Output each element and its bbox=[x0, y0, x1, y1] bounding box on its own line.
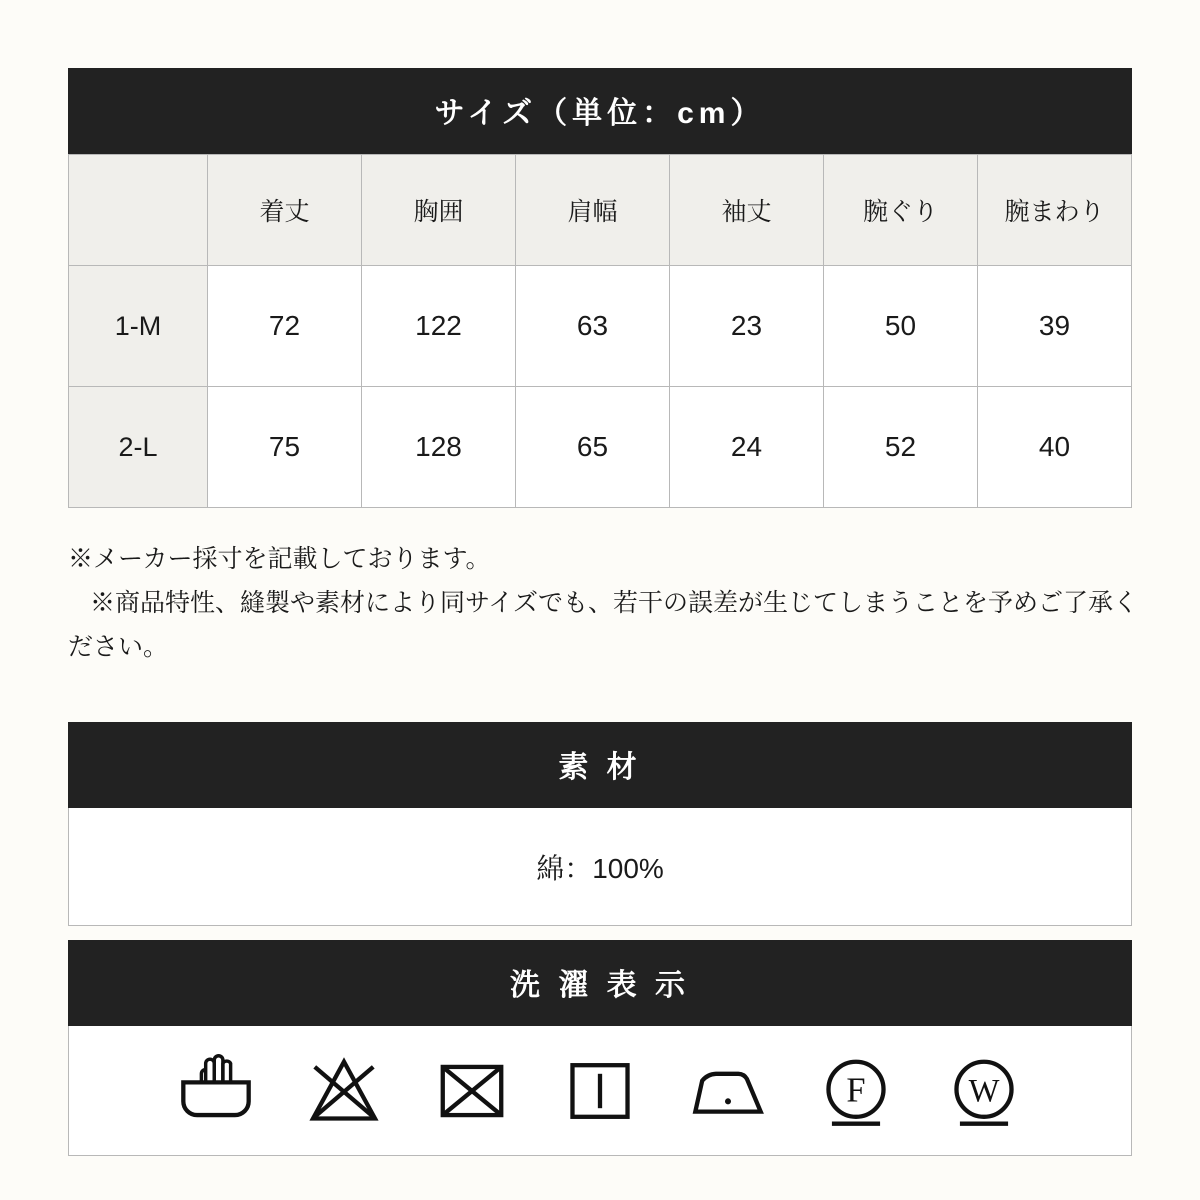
material-section bbox=[68, 722, 1132, 926]
cell-l-length: 75 bbox=[208, 387, 362, 508]
cell-l-armhole: 52 bbox=[824, 387, 978, 508]
cell-l-shoulder: 65 bbox=[516, 387, 670, 508]
column-header-shoulder: 肩幅 bbox=[516, 155, 670, 266]
no-tumble-dry-icon bbox=[429, 1048, 515, 1134]
cell-l-sleeve: 24 bbox=[670, 387, 824, 508]
cell-l-armcircumference: 40 bbox=[978, 387, 1132, 508]
column-header-sleeve: 袖丈 bbox=[670, 155, 824, 266]
size-table bbox=[68, 154, 1132, 508]
size-table-head bbox=[69, 155, 1132, 266]
cell-m-sleeve: 23 bbox=[670, 266, 824, 387]
table-row bbox=[69, 387, 1132, 508]
no-bleach-icon bbox=[301, 1048, 387, 1134]
hand-wash-icon bbox=[173, 1048, 259, 1134]
note-line-1: ※メーカー採寸を記載しております。 bbox=[68, 545, 491, 573]
iron-low-icon bbox=[685, 1048, 771, 1134]
note-line-2: ※商品特性、縫製や素材により同サイズでも、若干の誤差が生じてしまうことを予めご了承ください。 bbox=[68, 588, 1139, 661]
drip-dry-line-icon bbox=[557, 1048, 643, 1134]
wash-care-section bbox=[68, 940, 1132, 1156]
measurement-notes bbox=[68, 538, 1142, 669]
wash-icon-row bbox=[68, 1026, 1132, 1156]
cell-m-shoulder: 63 bbox=[516, 266, 670, 387]
size-table-body bbox=[69, 266, 1132, 508]
cell-m-chest: 122 bbox=[362, 266, 516, 387]
table-row bbox=[69, 266, 1132, 387]
wet-clean-w-icon bbox=[941, 1048, 1027, 1134]
column-header-blank bbox=[69, 155, 208, 266]
dry-clean-f-icon bbox=[813, 1048, 899, 1134]
size-section bbox=[68, 68, 1132, 508]
row-label-m: 1-M bbox=[69, 266, 208, 387]
cell-l-chest: 128 bbox=[362, 387, 516, 508]
svg-text:W: W bbox=[968, 1072, 1000, 1109]
svg-text:F: F bbox=[846, 1070, 866, 1109]
cell-m-armhole: 50 bbox=[824, 266, 978, 387]
material-value: 綿：100% bbox=[68, 808, 1132, 926]
cell-m-armcircumference: 39 bbox=[978, 266, 1132, 387]
cell-m-length: 72 bbox=[208, 266, 362, 387]
column-header-armhole: 腕ぐり bbox=[824, 155, 978, 266]
row-label-l: 2-L bbox=[69, 387, 208, 508]
material-section-title: 素 材 bbox=[68, 722, 1132, 808]
column-header-chest: 胸囲 bbox=[362, 155, 516, 266]
size-section-title: サイズ（単位：cm） bbox=[68, 68, 1132, 154]
column-header-armcircumference: 腕まわり bbox=[978, 155, 1132, 266]
table-header-row bbox=[69, 155, 1132, 266]
wash-section-title: 洗 濯 表 示 bbox=[68, 940, 1132, 1026]
column-header-length: 着丈 bbox=[208, 155, 362, 266]
